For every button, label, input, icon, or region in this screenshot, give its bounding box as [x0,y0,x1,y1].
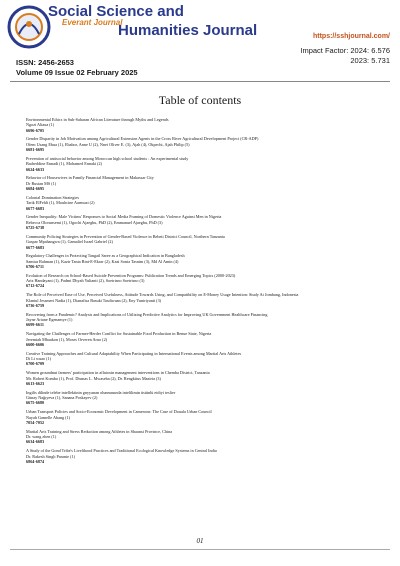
toc-entry-pages: 6613-6623 [26,380,45,386]
toc-entry-title: Creative Training Approaches and Cultural Adaptability When Participating in International Events among Martial Arts Athletes [26,350,242,356]
journal-tag: Everant Journal [62,18,123,27]
toc-entry-pages: 6681-6695 [26,147,45,153]
toc-entry-title: Gender Disparity in Job Motivation among Agricultural Extension Agents in the Cross River Agricultural Development Project (CR-ADP) [26,136,259,142]
toc-entry-authors: Di Li wuao (1) [26,356,52,362]
toc-entry[interactable] [26,292,386,308]
toc-entry-authors: Mr. Robert Kombo (1), Prof. Dismas L. Mwaseba (2), Dr. Rengkiius Maziria (3) [26,375,161,381]
journal-logo-icon [6,4,52,50]
journal-title-line1: Social Science and [48,3,184,20]
toc-entry[interactable] [26,390,386,406]
toc-entry-title: Environmental Ethics in Sub-Saharan African Literature through Myths and Legends [26,117,169,122]
toc-entry-authors: Günay Nağıyeva (1), Sanana Poskayev (2) [26,395,98,401]
toc-entry[interactable] [26,234,386,250]
toc-entry-pages: 6725-6738 [26,225,45,231]
toc-entry-authors: Samiur Rahman (1), Kazir Tania Bint-E-Ekrar (2), Kazi Sonia Tasnim (3), Md Al Amin (4) [26,258,179,264]
impact-factor-2023: 2023: 5.731 [350,56,390,65]
toc-entry-pages: 6696-6705 [26,127,45,133]
toc-entry-title: Prevention of antisocial behavior among Moroccan high school students : An experimental study [26,155,189,161]
toc-entry[interactable] [26,312,386,328]
toc-entry-authors: Dr. Rakesh Singh Paranie (1) [26,453,75,459]
toc-entry[interactable] [26,409,386,425]
toc-entry-authors: Jeremiah Mbaakon (1), Moses Orveren Aruo (2) [26,336,108,342]
toc-entry-authors: Ngozi Aliaua (1) [26,122,55,128]
toc-entry-pages: 6700-6709 [26,361,45,367]
page-number: 01 [196,537,204,545]
toc-entry-pages: 6677-6683 [26,205,45,211]
toc-entry-authors: Badreddine Ennadi (1), Mohamed Ennaki (2) [26,161,103,167]
toc-entry-pages: 7054-7052 [26,419,45,425]
toc-entry-title: Navigating the Challenges of Farmer-Herder Conflict for Sustainable Food Production in Benue State, Nigeria [26,331,212,337]
toc-entry[interactable] [26,136,386,152]
header-divider [10,81,390,82]
toc-entry-authors: Dr Rustan MS (1) [26,180,57,186]
toc-entry[interactable] [26,175,386,191]
toc-entry-title: Gender Inequality: Male Victims' Responses to Social Media Framing of Domestic Violence Against Men in Nigeria [26,214,222,220]
footer-divider [10,549,390,550]
volume-issue: Volume 09 Issue 02 February 2025 [16,68,138,77]
journal-url[interactable]: https://sshjournal.com/ [312,33,390,40]
toc-heading: Table of contents [158,93,242,107]
issn: ISSN: 2456-2653 [16,58,74,67]
toc-entry-title: Women groundnut farmers' participation in aflatoxin management interventions in Chemba District, Tanzania [26,370,210,376]
impact-factor: Impact Factor: 2024: 6.576 [300,46,390,55]
toc-entry-pages: 6600-6606 [26,341,45,347]
toc-entry-pages: 6677-6683 [26,244,45,250]
toc-entry-pages: 6864-6874 [26,458,45,464]
toc-entry-title: Martial Arts Training and Stress Reduction among Athletes in Shaanxi Province, China [26,428,173,434]
toc-entry-pages: 6699-6611 [26,322,44,328]
toc-entry[interactable] [26,351,386,367]
toc-entry-pages: 6675-6680 [26,400,45,406]
toc-entry-pages: 6634-6683 [26,439,45,445]
toc-entry-title: Evolution of Research on School-Based Suicide Prevention Programs: Publication Trends and Emerging Topics (2000-2023) [26,272,236,278]
toc-entry-authors: Nayah Gamelle Abang (1) [26,414,71,420]
toc-entry-authors: Gaspar Mpahangwa (1), Gamaliel Israel Gabriel (2) [26,239,113,245]
toc-entry-pages: 6624-6633 [26,166,45,172]
toc-entry[interactable] [26,370,386,386]
toc-entry-authors: Ariz Handayani (1), Padmi Dhyah Yulianti (2), Soetrisno Soetrisno (3) [26,278,145,284]
toc-entry-title: Ingilis dilinde telebe intellektinin gnyyanan olunmasında intelilimin üstünlü etdiyi teslier [26,389,176,395]
toc-entry-title: Regulatory Challenges in Protecting Tangail Saree as a Geographical Indication in Bangladesh [26,253,185,259]
toc-entry-title: A Study of the Gond Tribe's Livelihood Practices and Traditional Ecological Knowledge Systems in Central India [26,448,217,454]
toc-entry[interactable] [26,273,386,289]
toc-entry-pages: 6736-6759 [26,302,45,308]
toc-entry[interactable] [26,195,386,211]
toc-entry-authors: Klantul Jessmeri Nadia (1), Dianafisa Basuki Tasdiwaan (2), Eny Yuniriyanti (3) [26,297,162,303]
toc-list [26,117,386,468]
toc-entry-authors: Ofem Usang Ebua (1), Ebabor, Anne U (2), Nnei Oliver E. (3), Ajah (4), Okpechi, Ajah Philip (5) [26,141,190,147]
toc-entry-title: Urban Transport Policies and Socio-Economic Development in Cameroon: The Case of Douala Urban Council [26,409,212,415]
toc-entry-pages: 6712-6724 [26,283,45,289]
toc-entry[interactable] [26,253,386,269]
toc-entry-title: The Role of Perceived Ease of Use, Perceived Usefulness, Attitude Towards Using, and Compatibility on E-Money Usage Intention: Study At Jombang, Indonesia [26,292,299,298]
toc-entry-title: Community Policing Strategies in Prevention of Gender-Based Violence in Bebeti District Council, Northern Tanzania [26,233,225,239]
toc-entry-authors: Tarik ElFehli (1), Mouhcine Aarmuzi (2) [26,200,95,206]
journal-header [0,0,400,96]
toc-entry[interactable] [26,331,386,347]
toc-entry-authors: Rebecca Olorunsemi (1), Ogochi Ajaegbu, PhD (2), Emmanuel Ajaegbu, PhD (3) [26,219,163,225]
toc-entry-pages: 6706-6711 [26,263,44,269]
toc-entry-title: Behavior of Housewives in Family Financial Management in Makassar City [26,175,154,181]
toc-entry[interactable] [26,117,386,133]
toc-entry[interactable] [26,214,386,230]
toc-entry-title: Colonial Domination Strategies [26,194,80,200]
toc-entry[interactable] [26,448,386,464]
toc-entry-authors: Dr. wang zhen (1) [26,434,57,440]
toc-entry[interactable] [26,156,386,172]
journal-title-line2: Humanities Journal [118,22,258,39]
toc-entry-authors: Jayne Ariane Egenamye (1) [26,317,73,323]
toc-entry[interactable] [26,429,386,445]
toc-entry-pages: 6684-6695 [26,186,45,192]
toc-entry-title: Recovering from a Pandemic? Analysis and Implications of Utilizing Predictive Analytics for Improving UK Government Healthcare Financing [26,311,268,317]
